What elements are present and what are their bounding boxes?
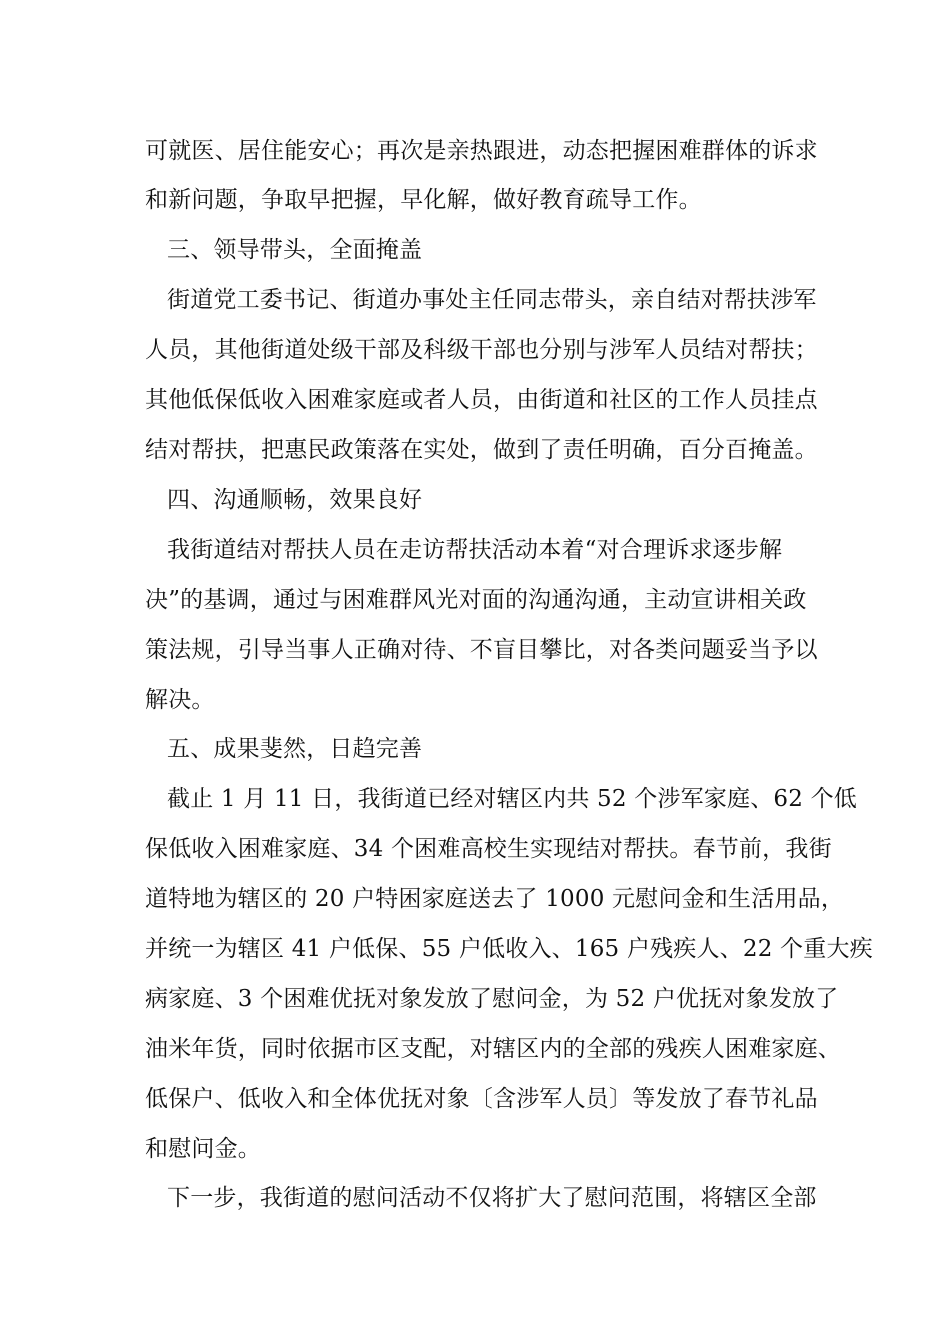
text-line: 和新问题，争取早把握，早化解，做好教育疏导工作。 [145,187,702,213]
text-line: 和慰问金。 [145,1136,261,1162]
section-heading: 三、领导带头，全面掩盖 [167,237,423,263]
text-line: 并统一为辖区 41 户低保、55 户低收入、165 户残疾人、22 个重大疾 [145,936,873,962]
section-heading: 四、沟通顺畅，效果良好 [167,487,423,513]
text-line: 决”的基调，通过与困难群风光对面的沟通沟通，主动宣讲相关政 [145,587,807,613]
text-line: 道特地为辖区的 20 户特困家庭送去了 1000 元慰问金和生活用品， [145,886,845,912]
text-line: 策法规，引导当事人正确对待、不盲目攀比，对各类问题妥当予以 [145,637,818,663]
text-line: 解决。 [145,687,215,713]
text-line: 其他低保低收入困难家庭或者人员，由街道和社区的工作人员挂点 [145,387,818,413]
text-line: 截止 1 月 11 日，我街道已经对辖区内共 52 个涉军家庭、62 个低 [167,786,858,812]
text-line: 街道党工委书记、街道办事处主任同志带头，亲自结对帮扶涉军 [167,287,817,313]
text-line: 低保户、低收入和全体优抚对象〔含涉军人员〕等发放了春节礼品 [145,1086,818,1112]
text-line: 我街道结对帮扶人员在走访帮扶活动本着“对合理诉求逐步解 [167,537,783,563]
text-line: 病家庭、3 个困难优抚对象发放了慰问金，为 52 户优抚对象发放了 [145,986,839,1012]
section-heading: 五、成果斐然，日趋完善 [167,736,423,762]
text-line: 保低收入困难家庭、34 个困难高校生实现结对帮扶。春节前，我街 [145,836,832,862]
text-line: 油米年货，同时依据市区支配，对辖区内的全部的残疾人困难家庭、 [145,1036,841,1062]
text-line: 可就医、居住能安心；再次是亲热跟进，动态把握困难群体的诉求 [145,138,818,164]
text-line: 下一步，我街道的慰问活动不仅将扩大了慰问范围，将辖区全部 [167,1185,817,1211]
text-line: 人员，其他街道处级干部及科级干部也分别与涉军人员结对帮扶； [145,337,818,363]
text-line: 结对帮扶，把惠民政策落在实处，做到了责任明确，百分百掩盖。 [145,437,818,463]
